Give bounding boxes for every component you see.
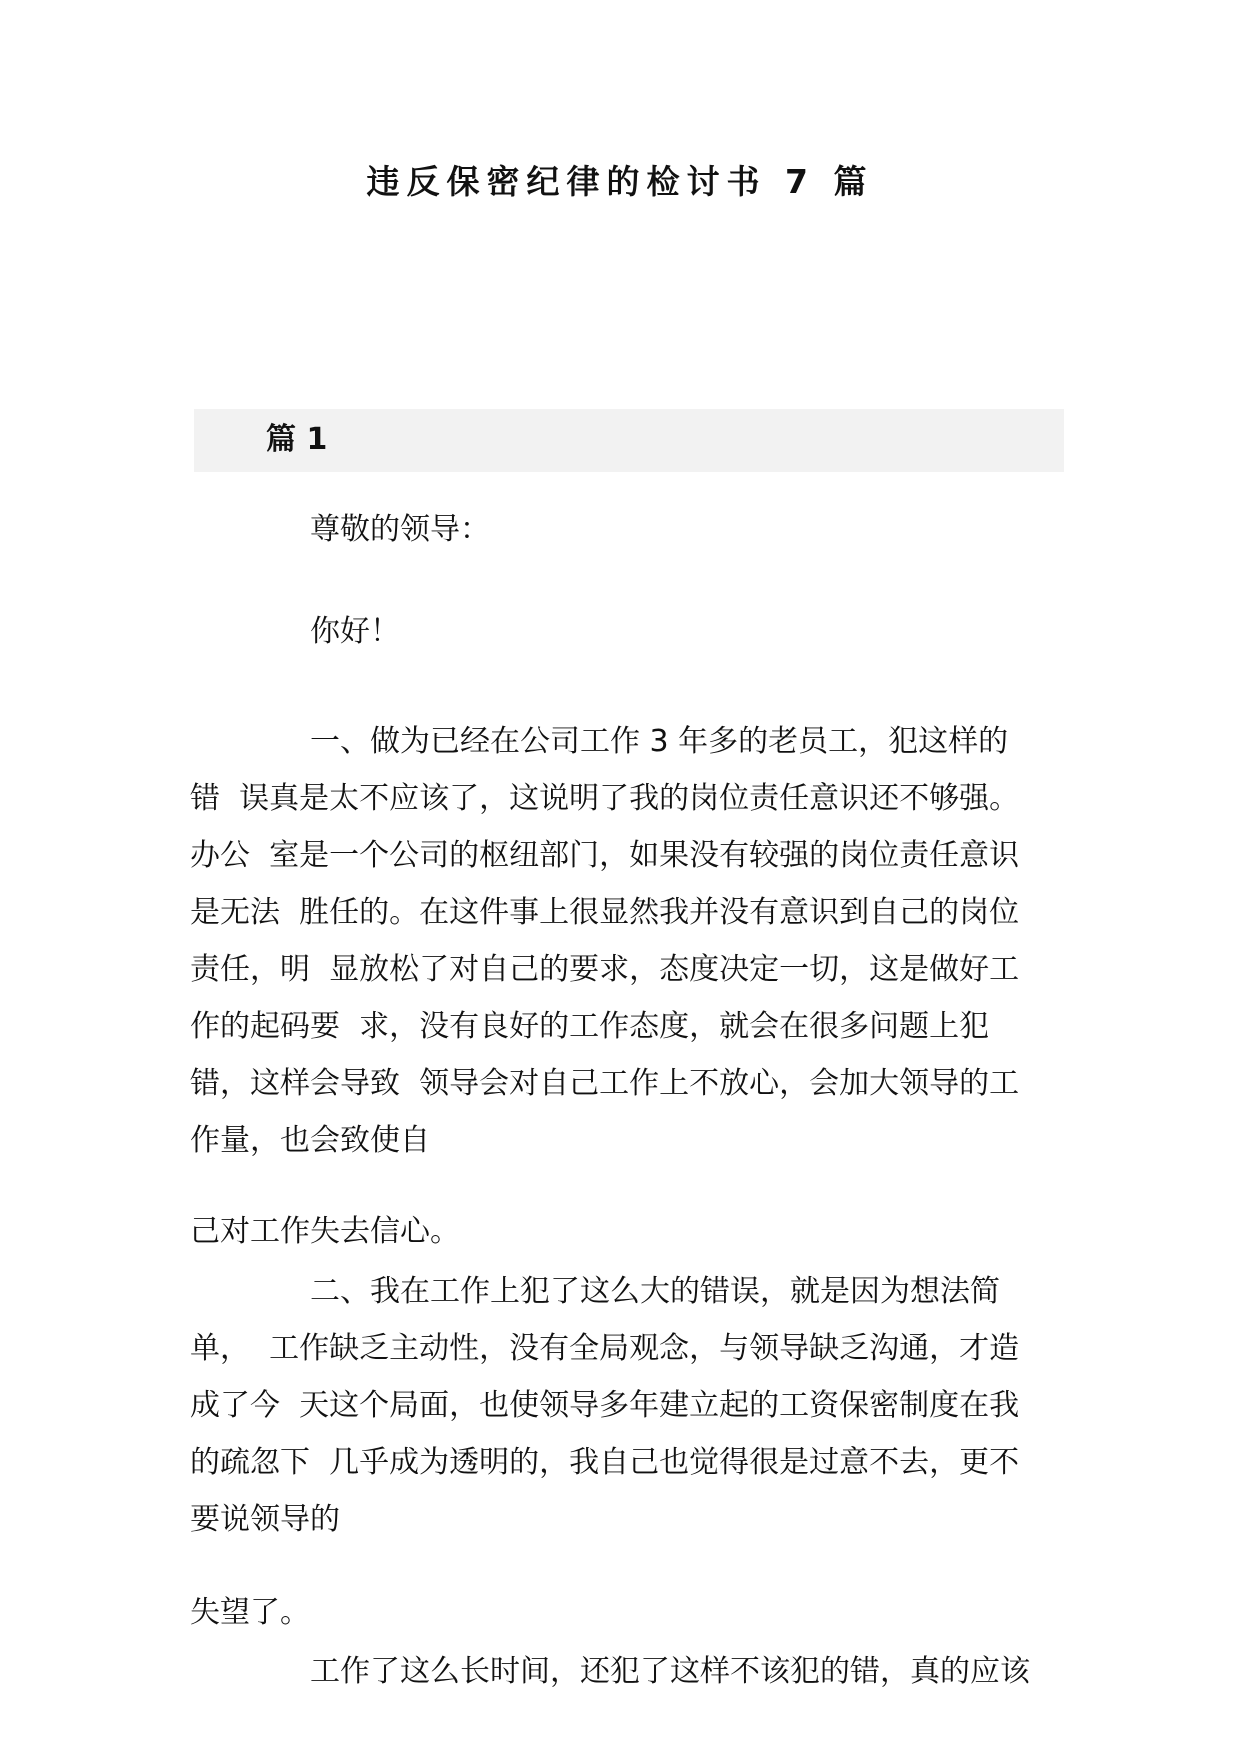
body-line: 是无法 胜任的。在这件事上很显然我并没有意识到自己的岗位 (190, 895, 1020, 930)
body-line: 办公 室是一个公司的枢纽部门，如果没有较强的岗位责任意识 (190, 838, 1020, 873)
body-line: 责任，明 显放松了对自己的要求，态度决定一切，这是做好工 (190, 952, 1020, 987)
body-line: 要说领导的 (190, 1502, 340, 1537)
body-line: 工作了这么长时间，还犯了这样不该犯的错，真的应该 (310, 1654, 1030, 1689)
body-line: 成了今 天这个局面，也使领导多年建立起的工资保密制度在我 (190, 1388, 1020, 1423)
body-line: 单， 工作缺乏主动性，没有全局观念，与领导缺乏沟通，才造 (190, 1331, 1020, 1366)
body-line: 的疏忽下 几乎成为透明的，我自己也觉得很是过意不去，更不 (190, 1445, 1020, 1480)
body-line: 二、我在工作上犯了这么大的错误，就是因为想法简 (310, 1274, 1000, 1309)
section-heading: 篇 1 (266, 422, 328, 457)
body-line: 失望了。 (190, 1595, 310, 1630)
body-line: 错，这样会导致 领导会对自己工作上不放心，会加大领导的工 (190, 1066, 1020, 1101)
body-line: 作量，也会致使自 (190, 1123, 430, 1158)
salutation: 尊敬的领导： (310, 512, 490, 547)
body-line: 己对工作失去信心。 (190, 1214, 460, 1249)
body-line: 错 误真是太不应该了，这说明了我的岗位责任意识还不够强。 (190, 781, 1020, 816)
body-line: 作的起码要 求，没有良好的工作态度，就会在很多问题上犯 (190, 1009, 990, 1044)
document-title: 违反保密纪律的检讨书 7 篇 (366, 162, 874, 201)
section-heading-band (194, 409, 1064, 472)
greeting: 你好！ (310, 614, 400, 649)
body-line: 一、做为已经在公司工作 3 年多的老员工，犯这样的 (310, 724, 1009, 759)
